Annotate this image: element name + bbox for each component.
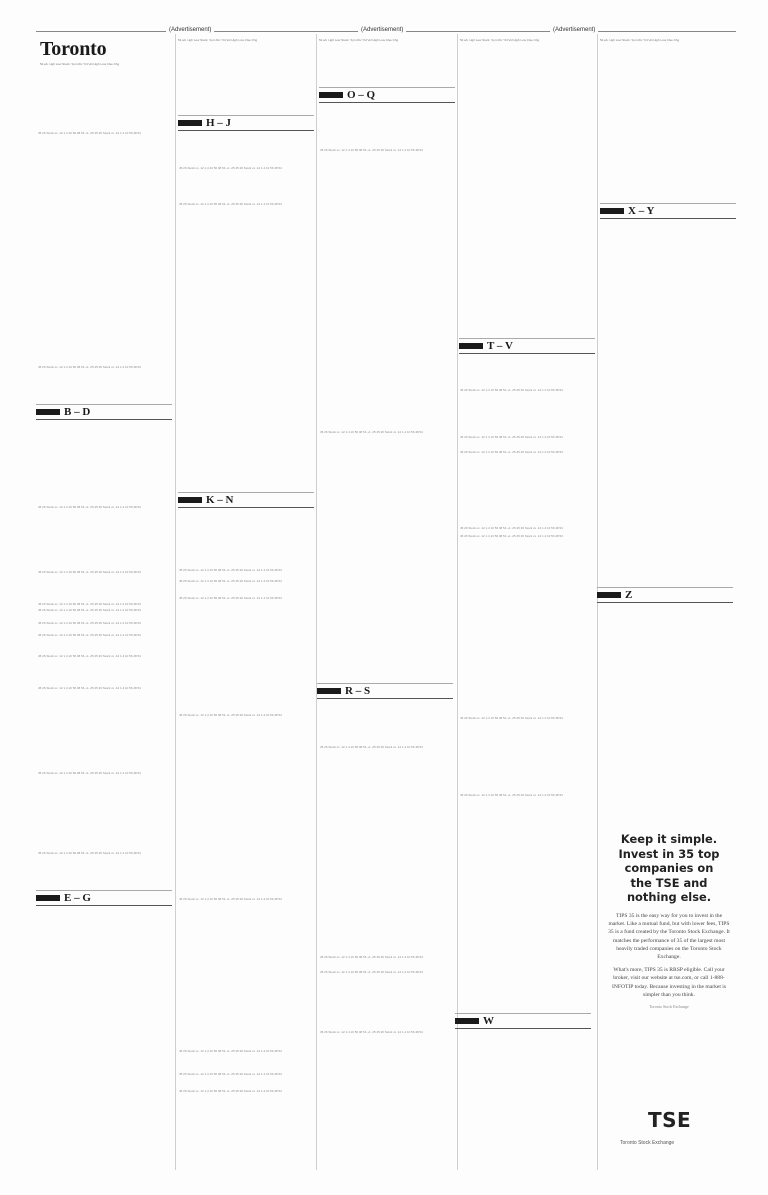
ad-body-paragraph: What's more, TIPS 35 is RRSP eligible. Call your broker, visit our website at tse.com, or call 1-888-INFOTIP today. Because investing in the market is simpler than you think. xyxy=(611,967,727,998)
section-label: T – V xyxy=(487,340,513,352)
ad-label: (Advertisement) xyxy=(358,26,406,35)
section-label: K – N xyxy=(206,494,234,506)
listing-row: 45 26 Stock xx .12 1.4 10 56 48 54 +1 .25 45 26 Stock xx .12 1.4 10 56 48 54 xyxy=(460,716,563,720)
listing-row: 45 26 Stock xx .12 1.4 10 56 48 54 +1 .25 45 26 Stock xx .12 1.4 10 56 48 54 xyxy=(179,1089,282,1093)
section-label: B – D xyxy=(64,406,91,418)
listing-row: 45 26 Stock xx .12 1.4 10 56 48 54 +1 .25 45 26 Stock xx .12 1.4 10 56 48 54 xyxy=(320,148,423,152)
section-header-e-g xyxy=(36,891,172,907)
section-header-t-v xyxy=(459,339,595,355)
section-label: W xyxy=(483,1015,494,1027)
listing-row: 45 26 Stock xx .12 1.4 10 56 48 54 +1 .25 45 26 Stock xx .12 1.4 10 56 48 54 xyxy=(460,526,563,530)
listing-row: 45 26 Stock xx .12 1.4 10 56 48 54 +1 .25 45 26 Stock xx .12 1.4 10 56 48 54 xyxy=(38,771,141,775)
listing-row: 45 26 Stock xx .12 1.4 10 56 48 54 +1 .25 45 26 Stock xx .12 1.4 10 56 48 54 xyxy=(320,955,423,959)
section-header-r-s xyxy=(317,684,453,700)
listing-row: 45 26 Stock xx .12 1.4 10 56 48 54 +1 .25 45 26 Stock xx .12 1.4 10 56 48 54 xyxy=(460,450,563,454)
listing-row: 45 26 Stock xx .12 1.4 10 56 48 54 +1 .25 45 26 Stock xx .12 1.4 10 56 48 54 xyxy=(460,388,563,392)
listing-row: 45 26 Stock xx .12 1.4 10 56 48 54 +1 .25 45 26 Stock xx .12 1.4 10 56 48 54 xyxy=(38,621,141,625)
listing-row: 45 26 Stock xx .12 1.4 10 56 48 54 +1 .25 45 26 Stock xx .12 1.4 10 56 48 54 xyxy=(179,1072,282,1076)
listing-row: 45 26 Stock xx .12 1.4 10 56 48 54 +1 .25 45 26 Stock xx .12 1.4 10 56 48 54 xyxy=(38,602,141,606)
column-header: 52 wk Hgh Low Stock Sym Div Yld Vol High Low Clse Chg xyxy=(40,62,120,66)
listing-row: 45 26 Stock xx .12 1.4 10 56 48 54 +1 .25 45 26 Stock xx .12 1.4 10 56 48 54 xyxy=(38,365,141,369)
listing-row: 45 26 Stock xx .12 1.4 10 56 48 54 +1 .25 45 26 Stock xx .12 1.4 10 56 48 54 xyxy=(320,745,423,749)
section-label: O – Q xyxy=(347,89,376,101)
section-label: E – G xyxy=(64,892,91,904)
section-label: Z xyxy=(625,589,633,601)
section-header-h-j xyxy=(178,116,314,132)
column-header: 52 wk Hgh Low Stock Sym Div Yld Vol High Low Clse Chg xyxy=(319,38,399,42)
section-label: R – S xyxy=(345,685,371,697)
listing-row: 45 26 Stock xx .12 1.4 10 56 48 54 +1 .25 45 26 Stock xx .12 1.4 10 56 48 54 xyxy=(320,970,423,974)
listing-row: 45 26 Stock xx .12 1.4 10 56 48 54 +1 .25 45 26 Stock xx .12 1.4 10 56 48 54 xyxy=(38,654,141,658)
page-title: Toronto xyxy=(40,38,107,60)
section-header-o-q xyxy=(319,88,455,104)
column-header: 52 wk Hgh Low Stock Sym Div Yld Vol High Low Clse Chg xyxy=(600,38,680,42)
listing-row: 45 26 Stock xx .12 1.4 10 56 48 54 +1 .25 45 26 Stock xx .12 1.4 10 56 48 54 xyxy=(179,1049,282,1053)
listing-row: 45 26 Stock xx .12 1.4 10 56 48 54 +1 .25 45 26 Stock xx .12 1.4 10 56 48 54 xyxy=(38,505,141,509)
listing-row: 45 26 Stock xx .12 1.4 10 56 48 54 +1 .25 45 26 Stock xx .12 1.4 10 56 48 54 xyxy=(179,166,282,170)
listing-row: 45 26 Stock xx .12 1.4 10 56 48 54 +1 .25 45 26 Stock xx .12 1.4 10 56 48 54 xyxy=(460,793,563,797)
section-header-b-d xyxy=(36,405,172,421)
listing-row: 45 26 Stock xx .12 1.4 10 56 48 54 +1 .25 45 26 Stock xx .12 1.4 10 56 48 54 xyxy=(179,202,282,206)
section-header-k-n xyxy=(178,493,314,509)
ad-headline: Keep it simple. Invest in 35 top companies on the TSE and nothing else. xyxy=(618,832,720,905)
listing-row: 45 26 Stock xx .12 1.4 10 56 48 54 +1 .25 45 26 Stock xx .12 1.4 10 56 48 54 xyxy=(460,534,563,538)
ad-fine-print: Toronto Stock Exchange xyxy=(649,1004,689,1009)
column-divider xyxy=(316,34,317,1170)
ad-label: (Advertisement) xyxy=(550,26,598,35)
listing-row: 45 26 Stock xx .12 1.4 10 56 48 54 +1 .25 45 26 Stock xx .12 1.4 10 56 48 54 xyxy=(320,1030,423,1034)
column-header: 52 wk Hgh Low Stock Sym Div Yld Vol High Low Clse Chg xyxy=(460,38,540,42)
listing-row: 45 26 Stock xx .12 1.4 10 56 48 54 +1 .25 45 26 Stock xx .12 1.4 10 56 48 54 xyxy=(38,851,141,855)
tse-logo: TSE xyxy=(648,1108,692,1132)
tse-advertisement xyxy=(599,832,739,1009)
listing-row: 45 26 Stock xx .12 1.4 10 56 48 54 +1 .25 45 26 Stock xx .12 1.4 10 56 48 54 xyxy=(179,579,282,583)
tse-logo-caption: Toronto Stock Exchange xyxy=(620,1140,675,1146)
listing-row: 45 26 Stock xx .12 1.4 10 56 48 54 +1 .25 45 26 Stock xx .12 1.4 10 56 48 54 xyxy=(38,570,141,574)
listing-row: 45 26 Stock xx .12 1.4 10 56 48 54 +1 .25 45 26 Stock xx .12 1.4 10 56 48 54 xyxy=(179,897,282,901)
listing-row: 45 26 Stock xx .12 1.4 10 56 48 54 +1 .25 45 26 Stock xx .12 1.4 10 56 48 54 xyxy=(38,633,141,637)
listing-row: 45 26 Stock xx .12 1.4 10 56 48 54 +1 .25 45 26 Stock xx .12 1.4 10 56 48 54 xyxy=(38,686,141,690)
listing-row: 45 26 Stock xx .12 1.4 10 56 48 54 +1 .25 45 26 Stock xx .12 1.4 10 56 48 54 xyxy=(179,596,282,600)
listing-row: 45 26 Stock xx .12 1.4 10 56 48 54 +1 .25 45 26 Stock xx .12 1.4 10 56 48 54 xyxy=(320,430,423,434)
section-label: H – J xyxy=(206,117,232,129)
section-header-w xyxy=(455,1014,591,1030)
listing-row: 45 26 Stock xx .12 1.4 10 56 48 54 +1 .25 45 26 Stock xx .12 1.4 10 56 48 54 xyxy=(460,435,563,439)
column-divider xyxy=(457,34,458,1170)
listing-row: 45 26 Stock xx .12 1.4 10 56 48 54 +1 .25 45 26 Stock xx .12 1.4 10 56 48 54 xyxy=(38,608,141,612)
section-header-z xyxy=(597,588,733,604)
listing-row: 45 26 Stock xx .12 1.4 10 56 48 54 +1 .25 45 26 Stock xx .12 1.4 10 56 48 54 xyxy=(179,568,282,572)
section-header-x-y xyxy=(600,204,736,220)
ad-body-paragraph: TIPS 35 is the easy way for you to invest in the market. Like a mutual fund, but with lower fees, TIPS 35 is a fund created by the Toronto Stock Exchange. It matches the performance of 35 of the largest most heavily traded companies on the Toronto Stock Exchange. xyxy=(608,912,730,960)
column-header: 52 wk Hgh Low Stock Sym Div Yld Vol High Low Clse Chg xyxy=(178,38,258,42)
listing-row: 45 26 Stock xx .12 1.4 10 56 48 54 +1 .25 45 26 Stock xx .12 1.4 10 56 48 54 xyxy=(179,713,282,717)
section-label: X – Y xyxy=(628,205,655,217)
listing-row: 45 26 Stock xx .12 1.4 10 56 48 54 +1 .25 45 26 Stock xx .12 1.4 10 56 48 54 xyxy=(38,131,141,135)
ad-label: (Advertisement) xyxy=(166,26,214,35)
column-divider xyxy=(175,34,176,1170)
